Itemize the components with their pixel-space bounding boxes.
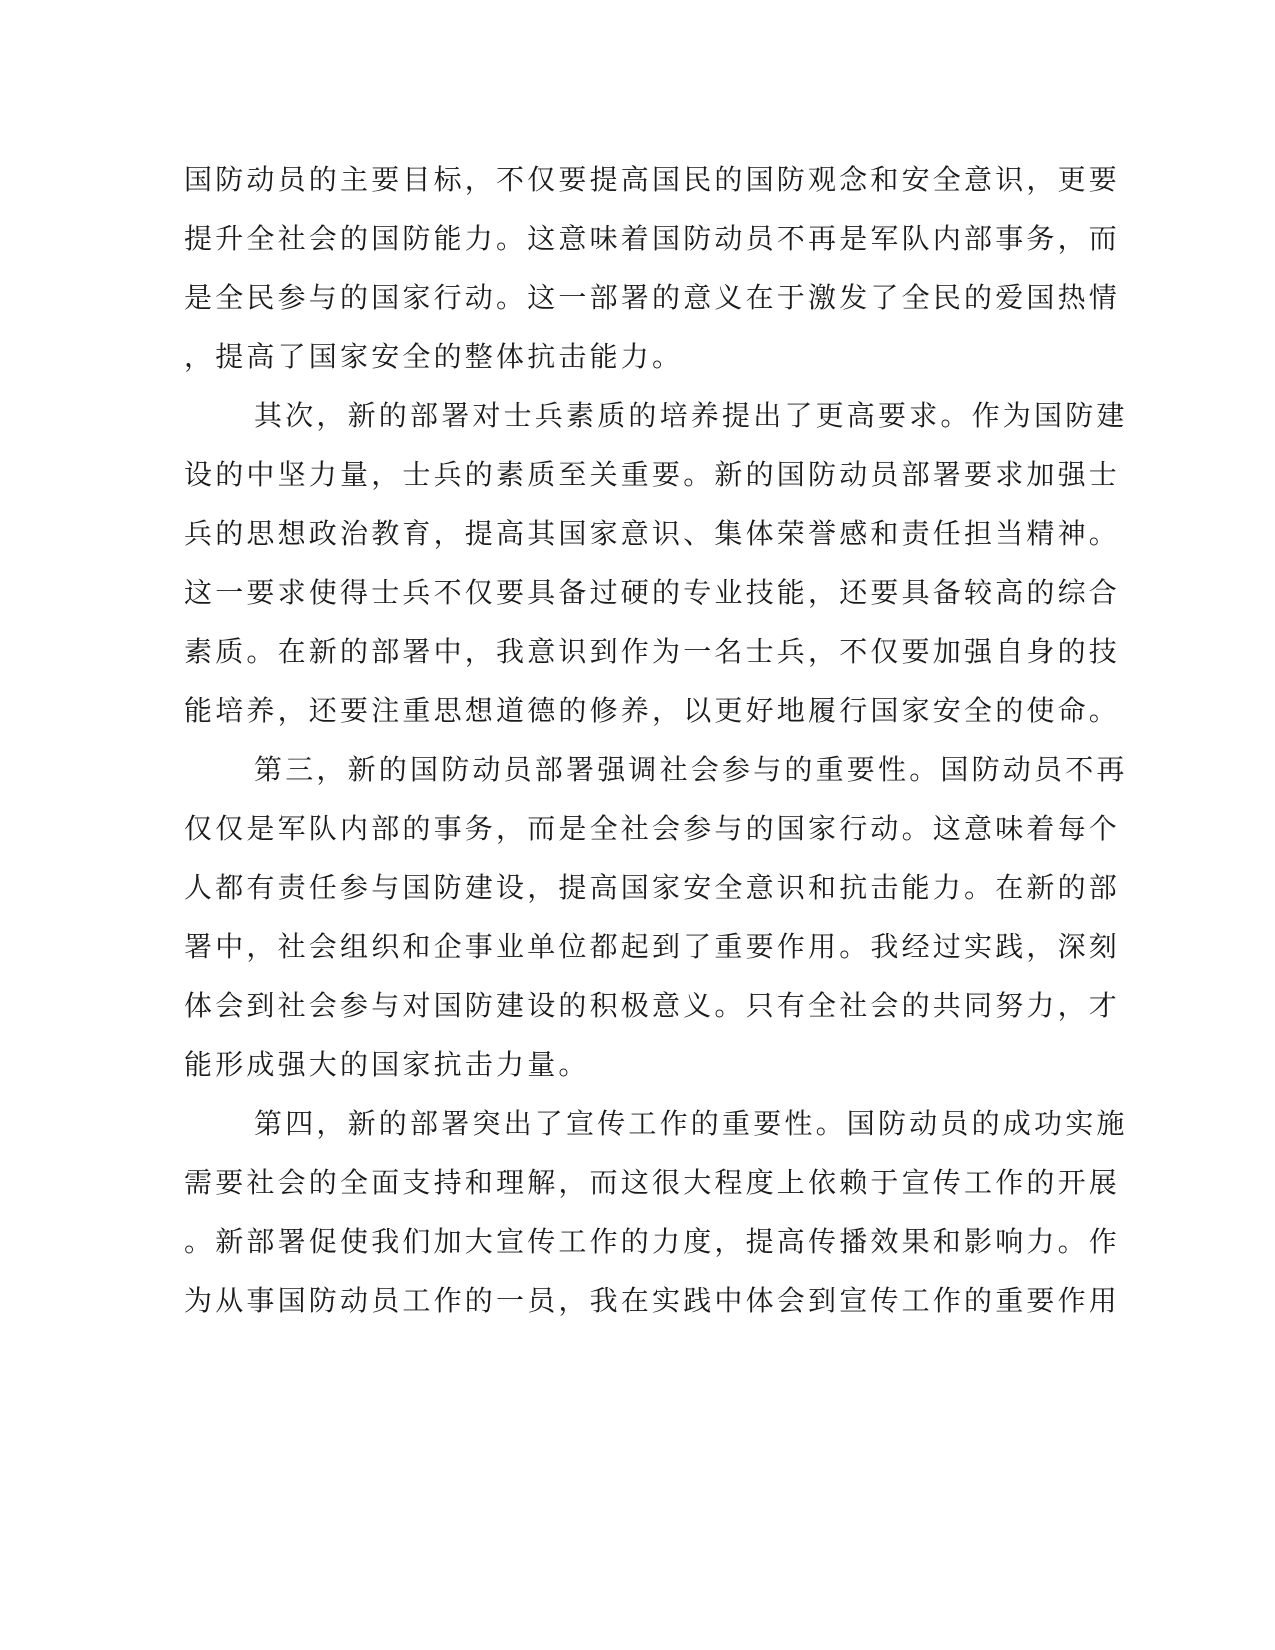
text-line: 体会到社会参与对国防建设的积极意义。只有全社会的共同努力，才 [184,989,1121,1022]
text-line: ，提高了国家安全的整体抗击能力。 [184,340,684,373]
text-line: 国防动员的主要目标，不仅要提高国民的国防观念和安全意识，更要 [184,163,1121,196]
text-line: 设的中坚力量，士兵的素质至关重要。新的国防动员部署要求加强士 [184,458,1121,491]
text-line: 兵的思想政治教育，提高其国家意识、集体荣誉感和责任担当精神。 [184,517,1121,550]
text-line: 署中，社会组织和企事业单位都起到了重要作用。我经过实践，深刻 [184,930,1121,963]
text-line: 提升全社会的国防能力。这意味着国防动员不再是军队内部事务，而 [184,222,1121,255]
text-line: 能培养，还要注重思想道德的修养，以更好地履行国家安全的使命。 [184,694,1121,727]
text-line: 为从事国防动员工作的一员，我在实践中体会到宣传工作的重要作用 [184,1284,1121,1317]
text-line: 。新部署促使我们加大宣传工作的力度，提高传播效果和影响力。作 [184,1225,1121,1258]
text-line: 能形成强大的国家抗击力量。 [184,1048,590,1081]
text-line: 是全民参与的国家行动。这一部署的意义在于激发了全民的爱国热情 [184,281,1121,314]
text-line: 这一要求使得士兵不仅要具备过硬的专业技能，还要具备较高的综合 [184,576,1121,609]
text-line: 仅仅是军队内部的事务，而是全社会参与的国家行动。这意味着每个 [184,812,1121,845]
paragraph-first-line: 第三，新的国防动员部署强调社会参与的重要性。国防动员不再 [254,753,1128,786]
text-line: 人都有责任参与国防建设，提高国家安全意识和抗击能力。在新的部 [184,871,1121,904]
paragraph-first-line: 其次，新的部署对士兵素质的培养提出了更高要求。作为国防建 [254,399,1128,432]
text-line: 素质。在新的部署中，我意识到作为一名士兵，不仅要加强自身的技 [184,635,1121,668]
paragraph-first-line: 第四，新的部署突出了宣传工作的重要性。国防动员的成功实施 [254,1107,1128,1140]
text-line: 需要社会的全面支持和理解，而这很大程度上依赖于宣传工作的开展 [184,1166,1121,1199]
